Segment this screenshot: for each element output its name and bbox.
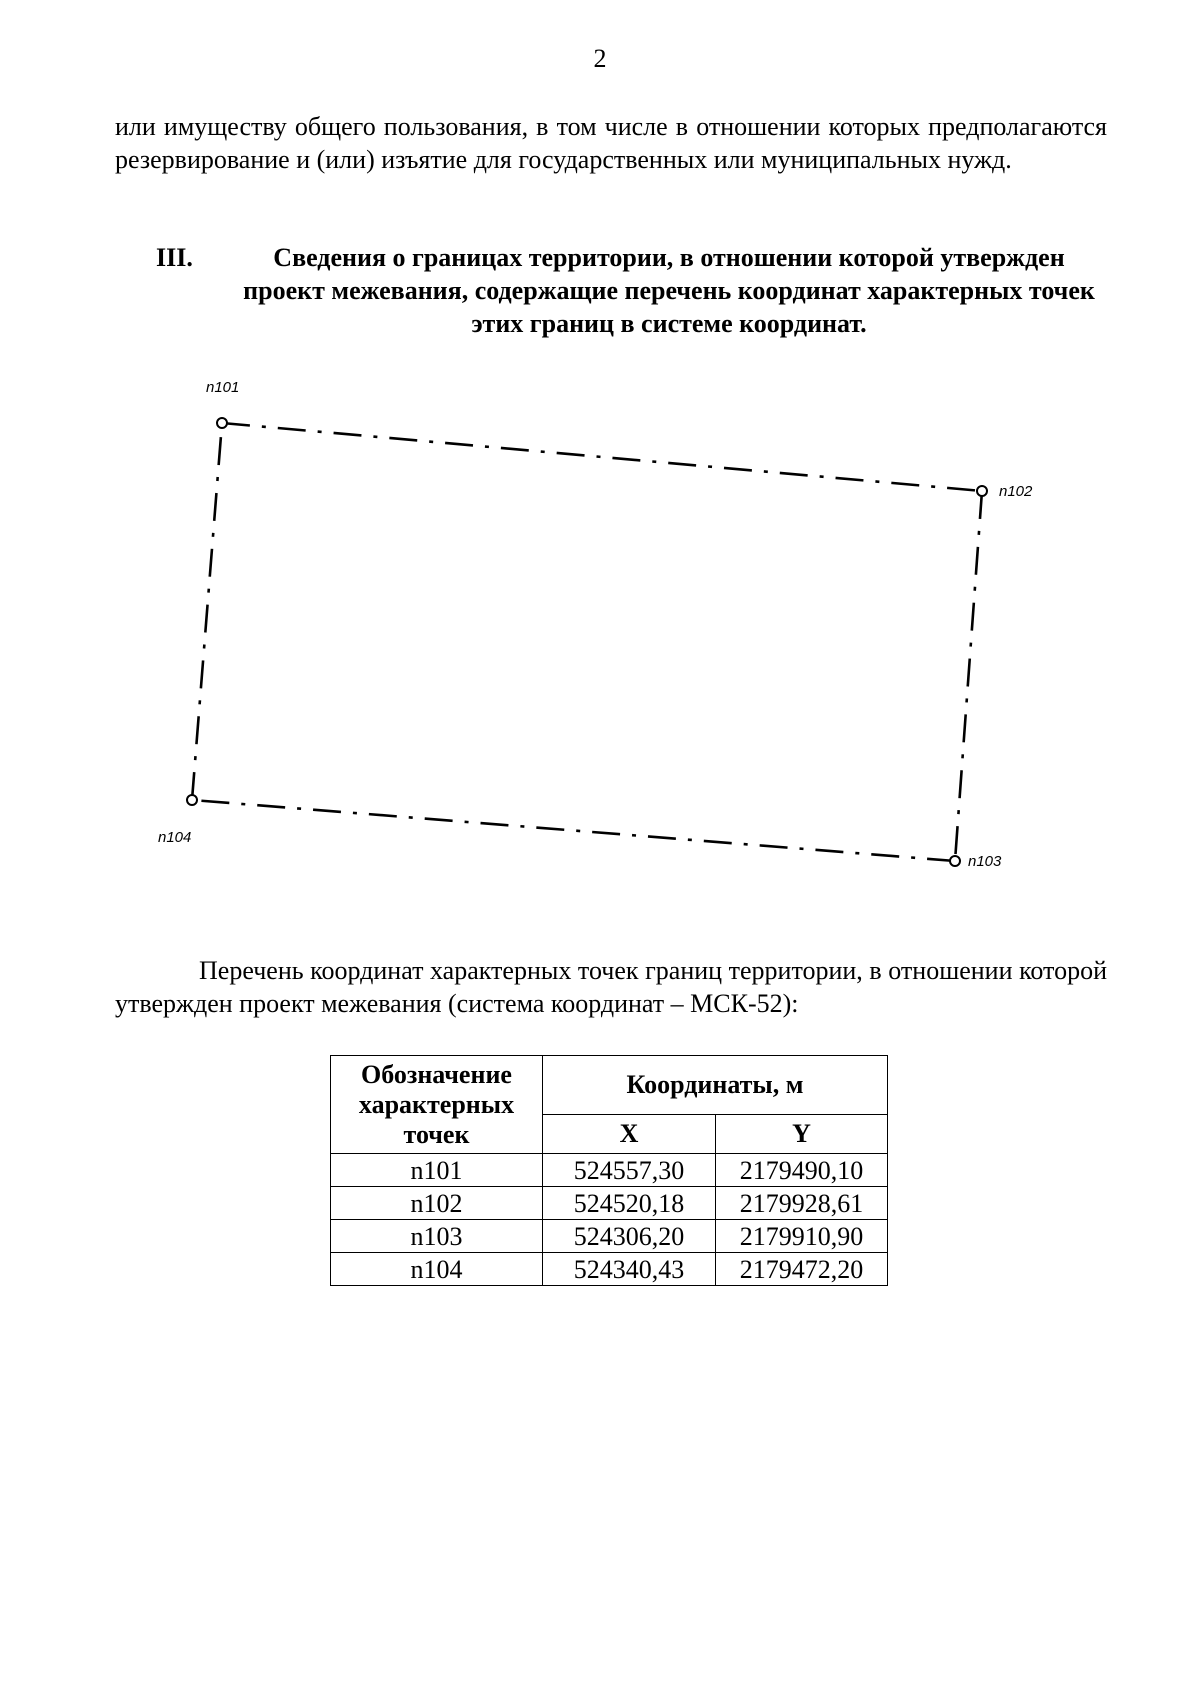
caption-paragraph: Перечень координат характерных точек границ территории, в отношении которой утвержден проект межевания (система координат – МСК-52): [115, 956, 1107, 1018]
point-label-n103: n103 [968, 853, 1002, 870]
cell-point-name: n101 [331, 1154, 543, 1187]
coordinates-table [330, 1055, 888, 1286]
cell-y: 2179910,90 [716, 1220, 888, 1253]
boundary-edge-n103-n104 [192, 800, 955, 861]
point-marker-n102 [977, 486, 987, 496]
cell-y: 2179472,20 [716, 1253, 888, 1286]
header-y: Y [716, 1115, 888, 1154]
header-x: X [543, 1115, 716, 1154]
cell-point-name: n103 [331, 1220, 543, 1253]
cell-x: 524520,18 [543, 1187, 716, 1220]
boundary-edge-n104-n101 [192, 423, 222, 800]
table-row [331, 1187, 888, 1220]
cell-x: 524306,20 [543, 1220, 716, 1253]
table-row [331, 1253, 888, 1286]
page-number: 2 [593, 44, 607, 73]
cell-x: 524557,30 [543, 1154, 716, 1187]
point-label-n101: n101 [206, 379, 240, 396]
header-point-name: Обозначение характерных точек [331, 1056, 543, 1154]
point-label-n104: n104 [158, 829, 192, 846]
cell-point-name: n104 [331, 1253, 543, 1286]
point-marker-n103 [950, 856, 960, 866]
cell-y: 2179928,61 [716, 1187, 888, 1220]
boundary-edge-n101-n102 [222, 423, 982, 491]
header-coordinates: Координаты, м [543, 1056, 888, 1115]
cell-point-name: n102 [331, 1187, 543, 1220]
point-marker-n101 [217, 418, 227, 428]
point-label-n102: n102 [999, 483, 1033, 500]
section-number: III. [156, 243, 193, 272]
table-row [331, 1220, 888, 1253]
section-title: Сведения о границах территории, в отношении которой утвержден проект межевания, содержащие перечень координат характерных точек этих границ в системе координат. [243, 243, 1095, 338]
table-header-row [331, 1056, 888, 1115]
cell-x: 524340,43 [543, 1253, 716, 1286]
intro-paragraph: или имуществу общего пользования, в том числе в отношении которых предполагаются резервирование и (или) изъятие для государственных или муниципальных нужд. [115, 112, 1107, 174]
table-row [331, 1154, 888, 1187]
cell-y: 2179490,10 [716, 1154, 888, 1187]
point-marker-n104 [187, 795, 197, 805]
boundary-edge-n102-n103 [955, 491, 982, 861]
